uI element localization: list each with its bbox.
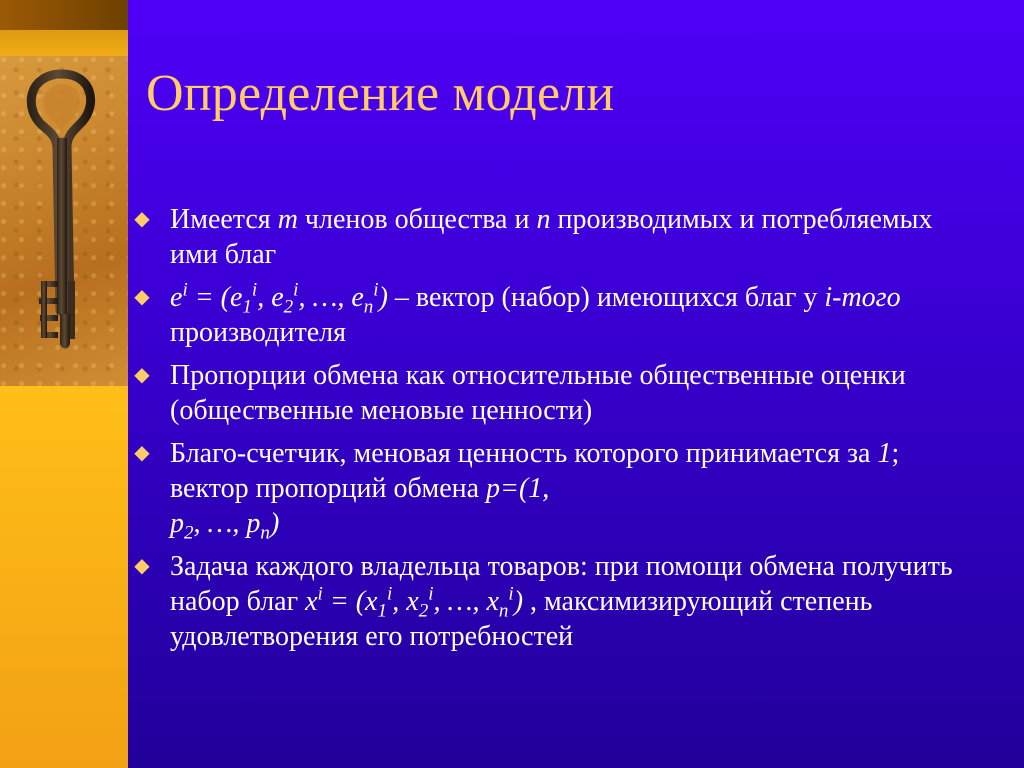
superscript-i: i [387, 583, 393, 605]
bullet-4-text-part: Благо-счетчик, меновая ценность которого принимается за [170, 438, 878, 469]
bullet-2-i-tovo: i-того [824, 282, 901, 313]
bullet-2-text-part: – вектор (набор) имеющихся благ у [387, 282, 825, 313]
vector-x-part: , x [392, 586, 419, 617]
superscript-i: i [317, 583, 323, 605]
vector-x-close: ) [513, 586, 524, 617]
superscript-i: i [182, 279, 188, 301]
bullet-1-text-part: Имеется [170, 204, 278, 235]
vector-e-close: ) [378, 282, 388, 313]
subscript-2: 2 [184, 522, 194, 544]
superscript-i: i [251, 279, 258, 301]
bullet-1-text-part: производимых и потребляемых ими благ [170, 204, 933, 270]
vector-e-symbol: e [170, 282, 183, 313]
superscript-i: i [293, 279, 299, 301]
bullet-2-text-part: производителя [170, 317, 346, 348]
diamond-bullet-icon: ◆ [134, 442, 150, 464]
key-icon [0, 56, 128, 386]
bullet-1-text-part: членов общества и [297, 204, 537, 235]
subscript-n: n [498, 600, 509, 622]
diamond-bullet-icon: ◆ [134, 208, 150, 230]
bullet-5-text-part: , максимизирующий степень удовлетворения его потребностей [170, 586, 873, 652]
price-vector-mid: , …, [193, 508, 247, 539]
price-vector-close: ) [269, 508, 280, 539]
vector-x-equation: = (x [322, 586, 378, 617]
bullet-item-5 [132, 549, 972, 654]
bullet-item-1 [132, 202, 972, 272]
bullet-4-text-part: ; вектор пропорций обмена [170, 438, 900, 504]
vector-e-part: , e [257, 282, 284, 313]
bullet-item-2 [132, 280, 972, 350]
slide-title: Определение модели [146, 65, 615, 122]
price-vector-p: p [246, 508, 261, 539]
bullet-item-4 [132, 436, 972, 544]
superscript-i: i [428, 583, 434, 605]
superscript-i: i [373, 279, 379, 301]
price-vector-p: p [170, 508, 184, 539]
bullet-item-3 [132, 358, 972, 428]
subscript-2: 2 [418, 600, 429, 622]
vector-x-symbol: x [305, 586, 318, 617]
left-band-top-shadow [0, 0, 128, 30]
subscript-n: n [363, 296, 374, 318]
unit-value: 1 [877, 438, 892, 469]
vector-e-part: , …, e [298, 282, 364, 313]
diamond-bullet-icon: ◆ [134, 364, 150, 386]
subscript-n: n [260, 522, 270, 544]
diamond-bullet-icon: ◆ [134, 286, 150, 308]
subscript-1: 1 [377, 600, 387, 622]
vector-e-equation: = (e [187, 282, 243, 313]
bullet-1-m: m [277, 204, 298, 235]
bullet-3-text: Пропорции обмена как относительные общественные оценки (общественные меновые ценности) [170, 360, 906, 426]
diamond-bullet-icon: ◆ [134, 555, 150, 577]
price-vector-open: p=(1, [486, 473, 550, 504]
superscript-i: i [508, 583, 514, 605]
subscript-2: 2 [283, 296, 294, 318]
bullet-5-text-part: Задача каждого владельца товаров: при помощи обмена получить набор благ [170, 551, 953, 617]
bullet-list [132, 202, 972, 662]
vector-x-part: , …, x [433, 586, 499, 617]
bullet-1-n: n [536, 204, 551, 235]
subscript-1: 1 [242, 296, 252, 318]
